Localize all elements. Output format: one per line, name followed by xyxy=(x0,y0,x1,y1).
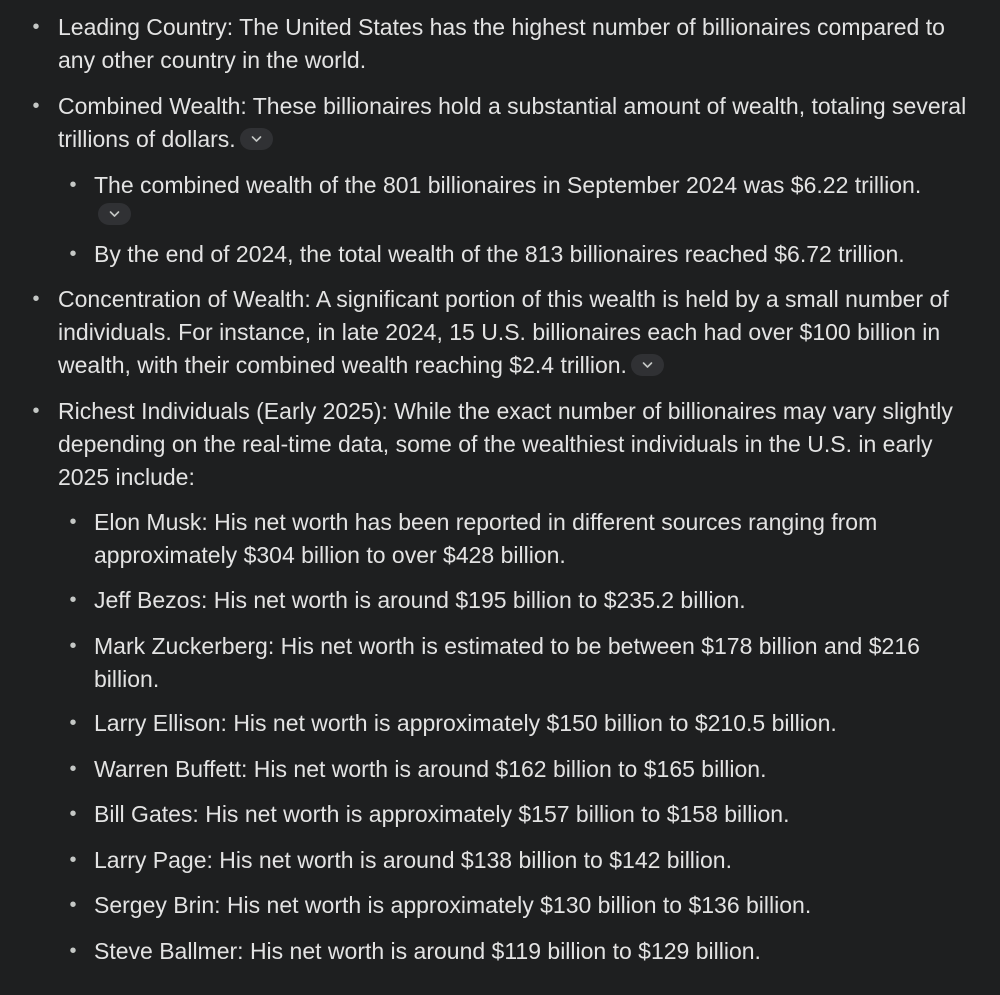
expand-source-button[interactable] xyxy=(631,354,664,376)
bullet: • xyxy=(69,803,77,825)
bullet: • xyxy=(69,589,77,611)
list-item-text: Leading Country: The United States has the highest number of billionaires compared to any other country in the world. xyxy=(58,14,945,73)
bullet: • xyxy=(32,95,40,117)
list-item-text: Bill Gates: His net worth is approximately $157 billion to $158 billion. xyxy=(94,801,790,827)
bullet: • xyxy=(69,849,77,871)
list-item-text: Combined Wealth: These billionaires hold a substantial amount of wealth, totaling several trillions of dollars. xyxy=(58,93,967,152)
expand-source-button[interactable] xyxy=(240,128,273,150)
bullet: • xyxy=(32,288,40,310)
list-item-person xyxy=(0,630,1000,696)
list-item-text: By the end of 2024, the total wealth of the 813 billionaires reached $6.72 trillion. xyxy=(94,241,905,267)
bullet: • xyxy=(69,635,77,657)
list-item-text: Steve Ballmer: His net worth is around $119 billion to $129 billion. xyxy=(94,938,761,964)
chevron-down-icon xyxy=(251,134,262,144)
bullet: • xyxy=(69,894,77,916)
list-item-person xyxy=(0,935,1000,968)
bullet: • xyxy=(32,400,40,422)
bullet: • xyxy=(69,511,77,533)
list-item-text: Mark Zuckerberg: His net worth is estimated to be between $178 billion and $216 billion. xyxy=(94,633,920,692)
list-item-person xyxy=(0,798,1000,831)
bullet: • xyxy=(69,243,77,265)
bullet: • xyxy=(32,16,40,38)
list-item-person xyxy=(0,707,1000,740)
expand-source-button[interactable] xyxy=(98,203,131,225)
chevron-down-icon xyxy=(642,360,653,370)
list-item-text-wrapper xyxy=(58,90,988,156)
list-item-combined-wealth xyxy=(0,90,1000,156)
list-item-person xyxy=(0,844,1000,877)
chevron-down-icon xyxy=(109,209,120,219)
list-item-text: Concentration of Wealth: A significant portion of this wealth is held by a small number of individuals. For instance, in late 2024, 15 U.S. billionaires each had over $100 billion in wealth, with their combined wealth reaching $2.4 trillion. xyxy=(58,286,949,378)
list-item-text: Larry Ellison: His net worth is approximately $150 billion to $210.5 billion. xyxy=(94,710,837,736)
list-item-person xyxy=(0,506,1000,572)
list-item-richest xyxy=(0,395,1000,494)
list-item-text: The combined wealth of the 801 billionaires in September 2024 was $6.22 trillion. xyxy=(94,172,922,198)
bullet: • xyxy=(69,174,77,196)
list-item-text: Richest Individuals (Early 2025): While the exact number of billionaires may vary slightly depending on the real-time data, some of the wealthiest individuals in the U.S. in early 2025 include: xyxy=(58,398,953,490)
list-item-text: Larry Page: His net worth is around $138 billion to $142 billion. xyxy=(94,847,732,873)
bullet: • xyxy=(69,758,77,780)
list-item-person xyxy=(0,584,1000,617)
list-item-combined-sub-2 xyxy=(0,238,1000,271)
list-item-concentration xyxy=(0,283,1000,382)
list-item-text: Warren Buffett: His net worth is around $162 billion to $165 billion. xyxy=(94,756,767,782)
list-item-person xyxy=(0,753,1000,786)
list-item-combined-sub-1 xyxy=(0,169,1000,202)
bullet: • xyxy=(69,940,77,962)
list-item-person xyxy=(0,889,1000,922)
list-item-leading-country xyxy=(0,11,1000,77)
list-item-text: Jeff Bezos: His net worth is around $195 billion to $235.2 billion. xyxy=(94,587,746,613)
list-item-text: Elon Musk: His net worth has been reported in different sources ranging from approximately $304 billion to over $428 billion. xyxy=(94,509,878,568)
list-item-text-wrapper xyxy=(58,283,988,382)
bullet: • xyxy=(69,712,77,734)
list-item-text: Sergey Brin: His net worth is approximately $130 billion to $136 billion. xyxy=(94,892,812,918)
